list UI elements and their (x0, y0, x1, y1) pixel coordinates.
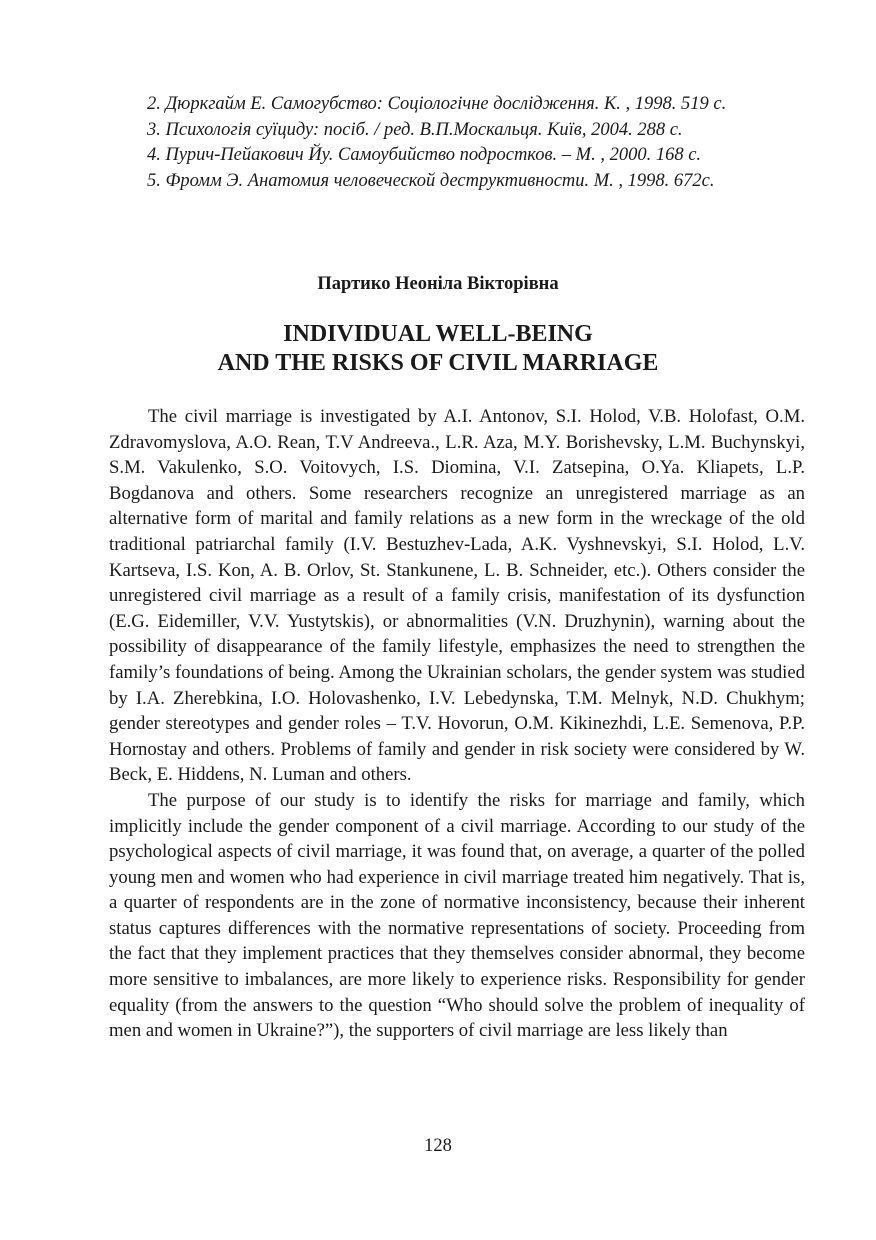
reference-item: 5. Фромм Э. Анатомия человеческой деструктивности. М. , 1998. 672с. (147, 170, 715, 191)
article-title (0, 320, 876, 378)
reference-item: 2. Дюркгайм Е. Самогубство: Соціологічне дослідження. К. , 1998. 519 с. (147, 94, 727, 114)
article-body (109, 404, 805, 1044)
reference-item: 3. Психологія суїциду: посіб. / ред. В.П.Москальця. Київ, 2004. 288 с. (147, 119, 683, 140)
reference-list (147, 92, 827, 194)
article-author: Партико Неоніла Вікторівна (317, 274, 559, 294)
body-paragraph: The civil marriage is investigated by A.I. Antonov, S.I. Holod, V.B. Holofast, O.M. Zdravomyslova, A.O. Rean, T.V Andreeva., L.R. Aza, M.Y. Borishevsky, L.M. Buchynskyi, S.M. Vakulenko, S.O. Voitovych, I.S. Diomina, V.I. Zatsepina, O.Ya. Kliapets, L.P. Bogdanova and others. Some researchers recognize an unregistered marriage as an alternative form of marital and family relations as a new form in the wreckage of the old traditional patriarchal family (I.V. Bestuzhev-Lada, A.K. Vyshnevskyi, S.I. Holod, L.V. Kartseva, I.S. Kon, A. B. Orlov, St. Stankunene, L. B. Schneider, etc.). Others consider the unregistered civil marriage as a result of a family crisis, manifestation of its dysfunction (E.G. Eidemiller, V.V. Yustytskis), or abnormalities (V.N. Druzhynin), warning about the possibility of disappearance of the family lifestyle, emphasizes the need to strengthen the family’s foundations of being. Among the Ukrainian scholars, the gender system was studied by I.A. Zherebkina, I.O. Holovashenko, I.V. Lebedynska, T.M. Melnyk, N.D. Chukhym; gender stereotypes and gender roles – T.V. Hovorun, O.M. Kikinezhdi, L.E. Semenova, P.P. Hornostay and others. Problems of family and gender in risk society were considered by W. Beck, E. Hiddens, N. Luman and others. (109, 406, 805, 786)
body-paragraph: The purpose of our study is to identify the risks for marriage and family, which implicitly include the gender component of a civil marriage. According to our study of the psychological aspects of civil marriage, it was found that, on average, a quarter of the polled young men and women who had experience in civil marriage treated him negatively. That is, a quarter of respondents are in the zone of normative inconsistency, because their inherent status captures differences with the normative representations of society. Proceeding from the fact that they implement practices that they themselves consider abnormal, they become more sensitive to imbalances, are more likely to experience risks. Responsibility for gender equality (from the answers to the question “Who should solve the problem of inequality of men and women in Ukraine?”), the supporters of civil marriage are less likely than (109, 789, 805, 1042)
page-number: 128 (424, 1136, 452, 1156)
article-title-line: INDIVIDUAL WELL-BEING (283, 321, 593, 347)
article-title-line: AND THE RISKS OF CIVIL MARRIAGE (217, 350, 659, 376)
reference-item: 4. Пурич-Пейакович Йу. Самоубийство подростков. – М. , 2000. 168 с. (147, 145, 702, 165)
